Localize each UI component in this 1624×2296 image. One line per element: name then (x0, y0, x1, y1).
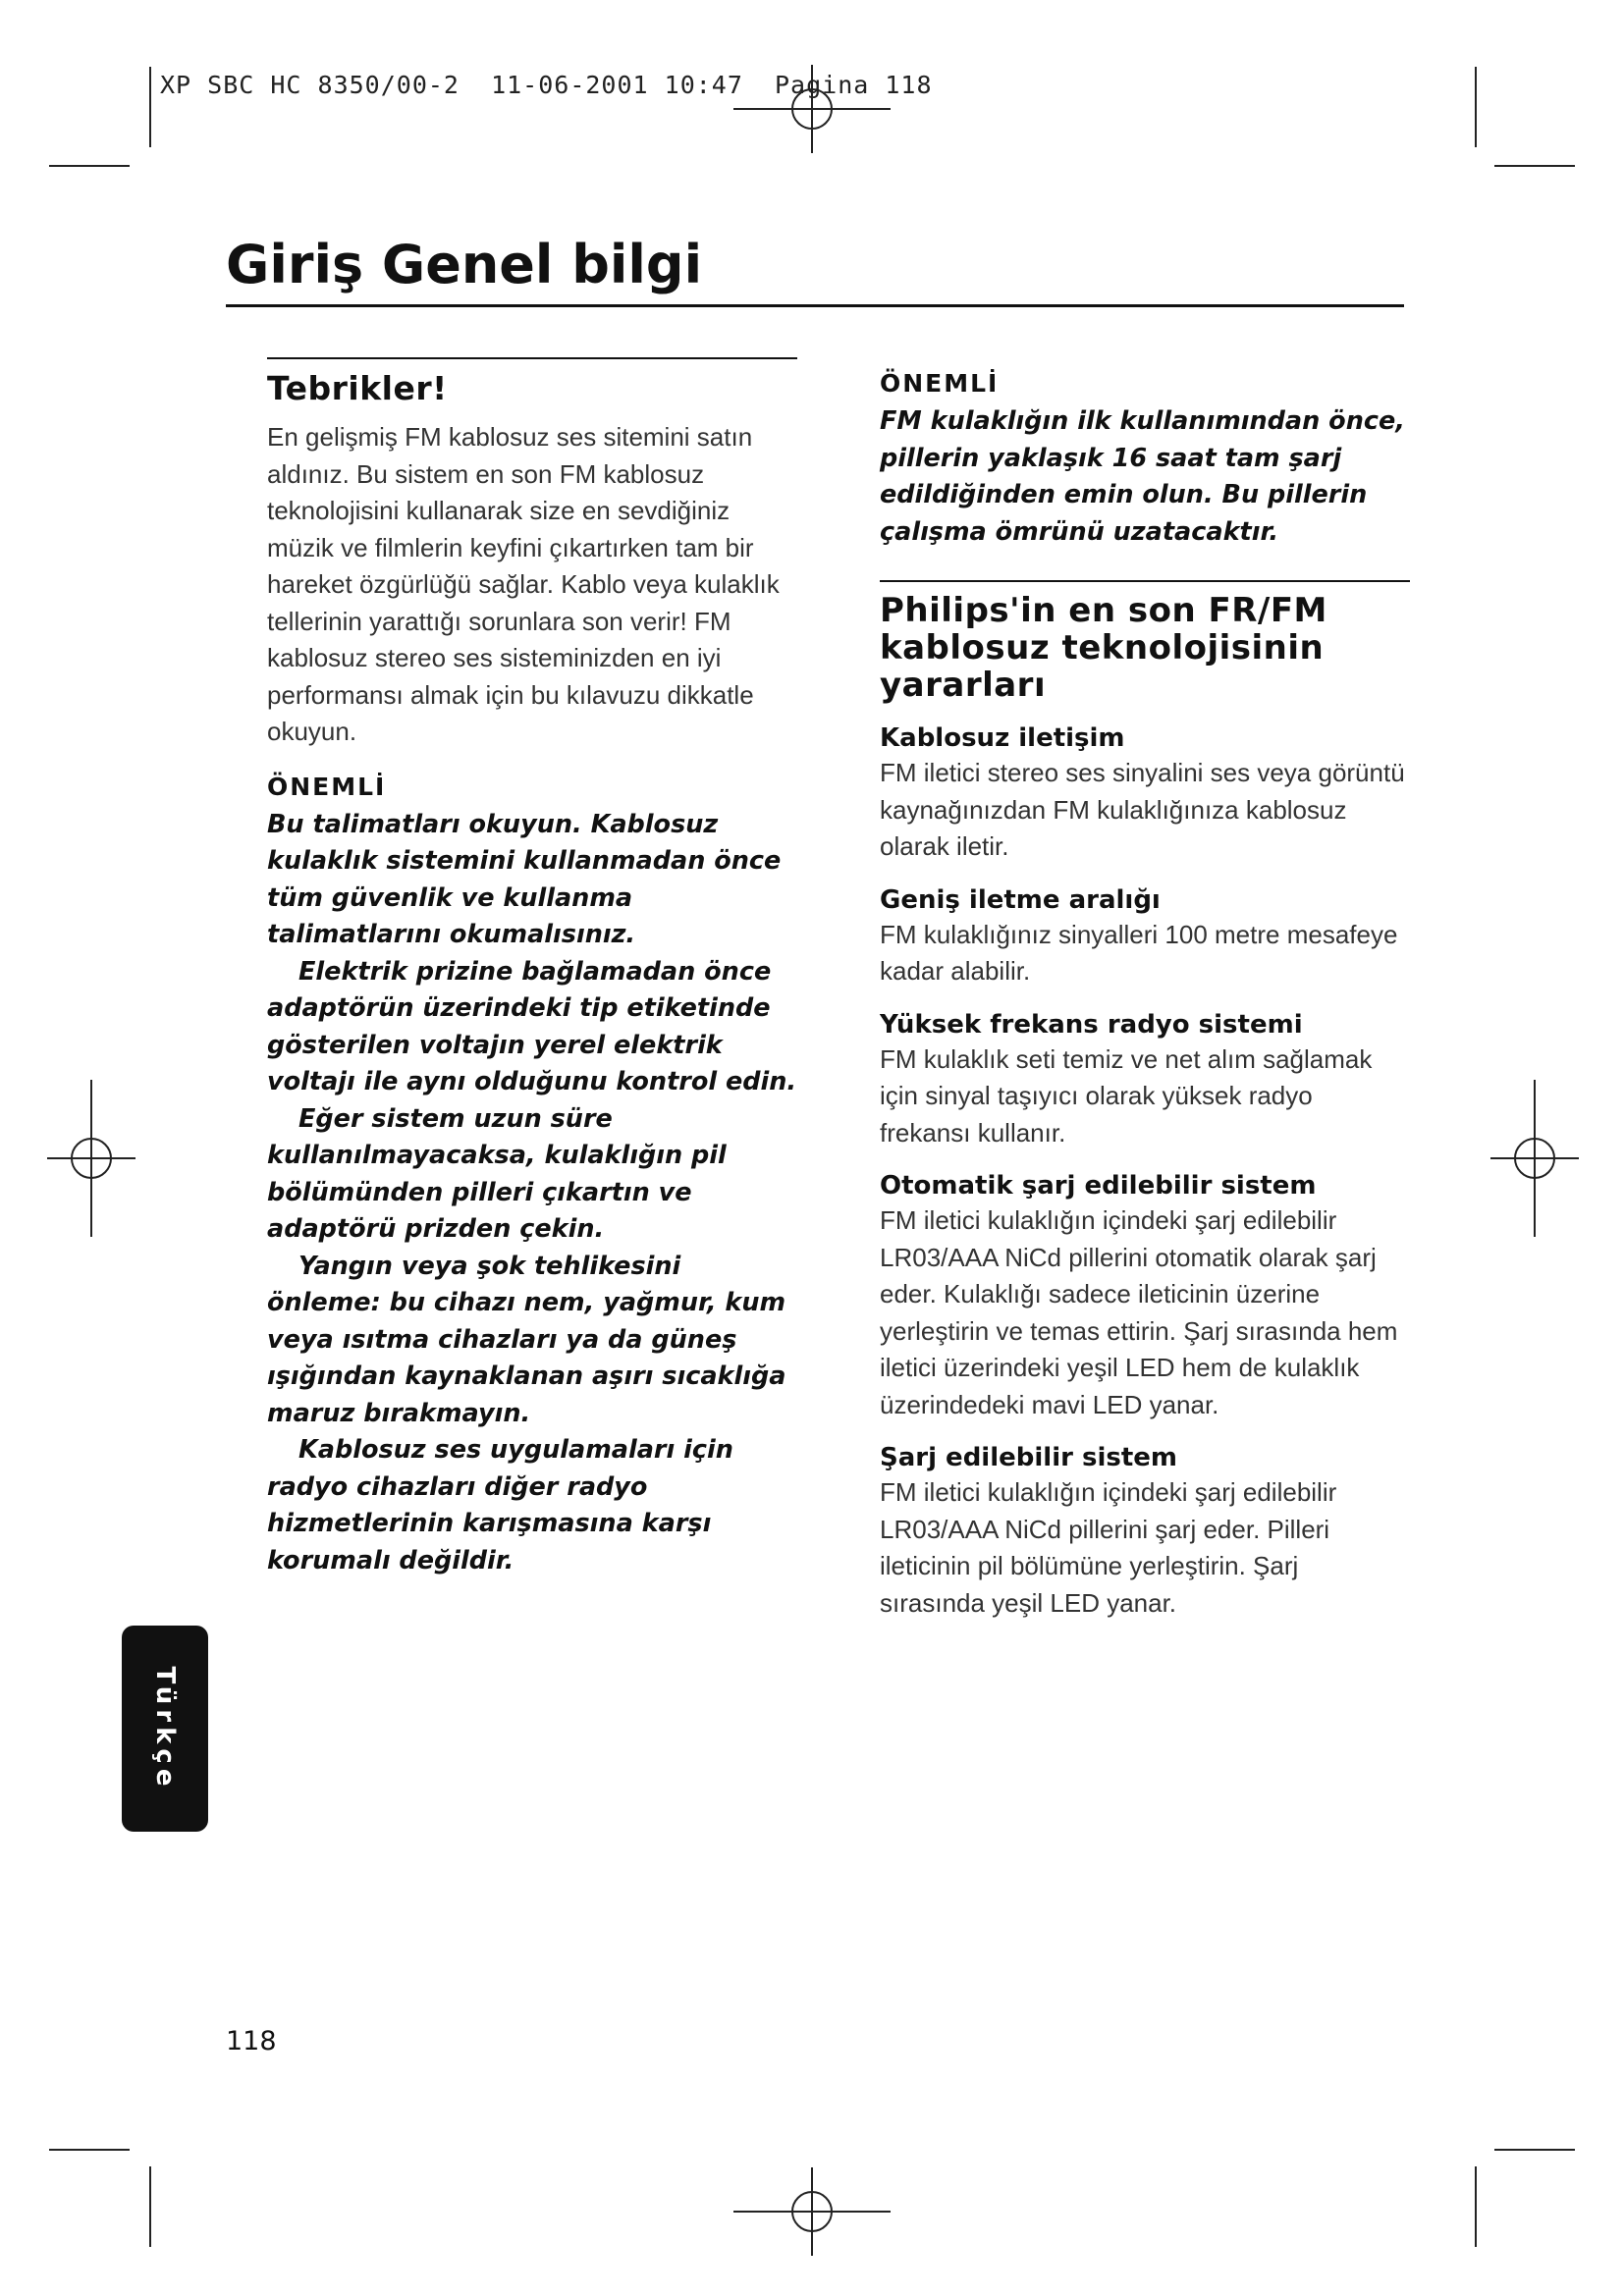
feature-text: FM iletici stereo ses sinyalini ses veya görüntü kaynağınızdan FM kulaklığınıza kablosuz olarak iletir. (880, 758, 1405, 861)
feature-text: FM kulaklık seti temiz ve net alım sağlamak için sinyal taşıyıcı olarak yüksek radyo frekansı kullanır. (880, 1043, 1373, 1148)
charging-note: FM kulaklığın ilk kullanımından önce, pillerin yaklaşık 16 saat tam şarj edildiğinden emin olun. Bu pillerin çalışma ömrünü uzatacaktır. (880, 406, 1405, 547)
crop-mark-top-right-v (1475, 67, 1477, 147)
feature-text: FM iletici kulaklığın içindeki şarj edilebilir LR03/AAA NiCd pillerini otomatik olarak şarj eder. Kulaklığı sadece ileticinin üzerine yerleştirin ve temas ettirin. Şarj sırasında hem iletici üzerindeki yeşil LED hem de kulaklık üzerindedeki mavi LED yanar. (880, 1205, 1398, 1419)
title-divider (226, 304, 1404, 307)
important-label: ÖNEMLİ (267, 772, 387, 801)
registration-mark-bottom-icon (733, 2167, 891, 2256)
feature-text: FM kulaklığınız sinyalleri 100 metre mesafeye kadar alabilir. (880, 919, 1398, 986)
crop-mark-top-left-h (49, 165, 130, 167)
crop-mark-bottom-right-h (1494, 2149, 1575, 2151)
crop-mark-top-left-v (149, 67, 151, 147)
safety-paragraph: Elektrik prizine bağlamadan önce adaptörün üzerindeki tip etiketinde gösterilen voltajın yerel elektrik voltajı ile aynı olduğunu kontrol edin. (267, 956, 797, 1096)
feature-title: Kablosuz iletişim (880, 723, 1125, 753)
feature-title: Otomatik şarj edilebilir sistem (880, 1171, 1317, 1201)
page-title: Giriş Genel bilgi (226, 234, 703, 295)
important-label-right: ÖNEMLİ (880, 369, 1000, 398)
crop-mark-bottom-left-h (49, 2149, 130, 2151)
feature-title: Yüksek frekans radyo sistemi (880, 1009, 1303, 1040)
section-divider (880, 580, 1410, 582)
safety-paragraph: Bu talimatları okuyun. Kablosuz kulaklık sistemini kullanmadan önce tüm güvenlik ve kullanma talimatlarını okumalısınız. (267, 809, 782, 949)
crop-mark-top-right-h (1494, 165, 1575, 167)
feature-title: Şarj edilebilir sistem (880, 1443, 1177, 1472)
feature-title: Geniş iletme aralığı (880, 884, 1161, 915)
crop-mark-bottom-right-v (1475, 2166, 1477, 2247)
right-column (880, 357, 1410, 1622)
section-divider (267, 357, 797, 359)
section-heading-congrats: Tebrikler! (267, 369, 448, 407)
safety-paragraph: Eğer sistem uzun süre kullanılmayacaksa, kulaklığın pil bölümünden pilleri çıkartın ve adaptörü prizden çekin. (267, 1103, 727, 1244)
section-heading-benefits: Philips'in en son FR/FM kablosuz teknolojisinin yararları (880, 591, 1327, 705)
registration-mark-left-icon (47, 1080, 135, 1237)
feature-text: FM iletici kulaklığın içindeki şarj edilebilir LR03/AAA NiCd pillerini şarj eder. Pilleri ileticinin pil bölümüne yerleştirin. Şarj sırasında yeşil LED yanar. (880, 1477, 1337, 1618)
language-tab-label: Türkçe (150, 1666, 180, 1791)
left-column (267, 357, 797, 1579)
intro-paragraph: En gelişmiş FM kablosuz ses sitemini satın aldınız. Bu sistem en son FM kablosuz teknolojisini kullanarak size en sevdiğiniz müzik ve filmlerin keyfini çıkartırken tam bir hareket özgürlüğü sağlar. Kablo veya kulaklık tellerinin yarattığı sorunlara son verir! FM kablosuz stereo ses sisteminizden en iyi performansı almak için bu kılavuzu dikkatle okuyun. (267, 422, 780, 746)
language-tab (122, 1626, 208, 1832)
print-slug: XP SBC HC 8350/00-2 11-06-2001 10:47 Pagina 118 (160, 71, 933, 99)
safety-paragraph: Kablosuz ses uygulamaları için radyo cihazları diğer radyo hizmetlerinin karışmasına karşı korumalı değildir. (267, 1435, 733, 1575)
crop-mark-bottom-left-v (149, 2166, 151, 2247)
registration-mark-right-icon (1490, 1080, 1579, 1237)
page-number: 118 (226, 2026, 277, 2056)
safety-paragraph: Yangın veya şok tehlikesini önleme: bu cihazı nem, yağmur, kum veya ısıtma cihazları ya da güneş ışığından kaynaklanan aşırı sıcaklığa maruz bırakmayın. (267, 1251, 786, 1428)
